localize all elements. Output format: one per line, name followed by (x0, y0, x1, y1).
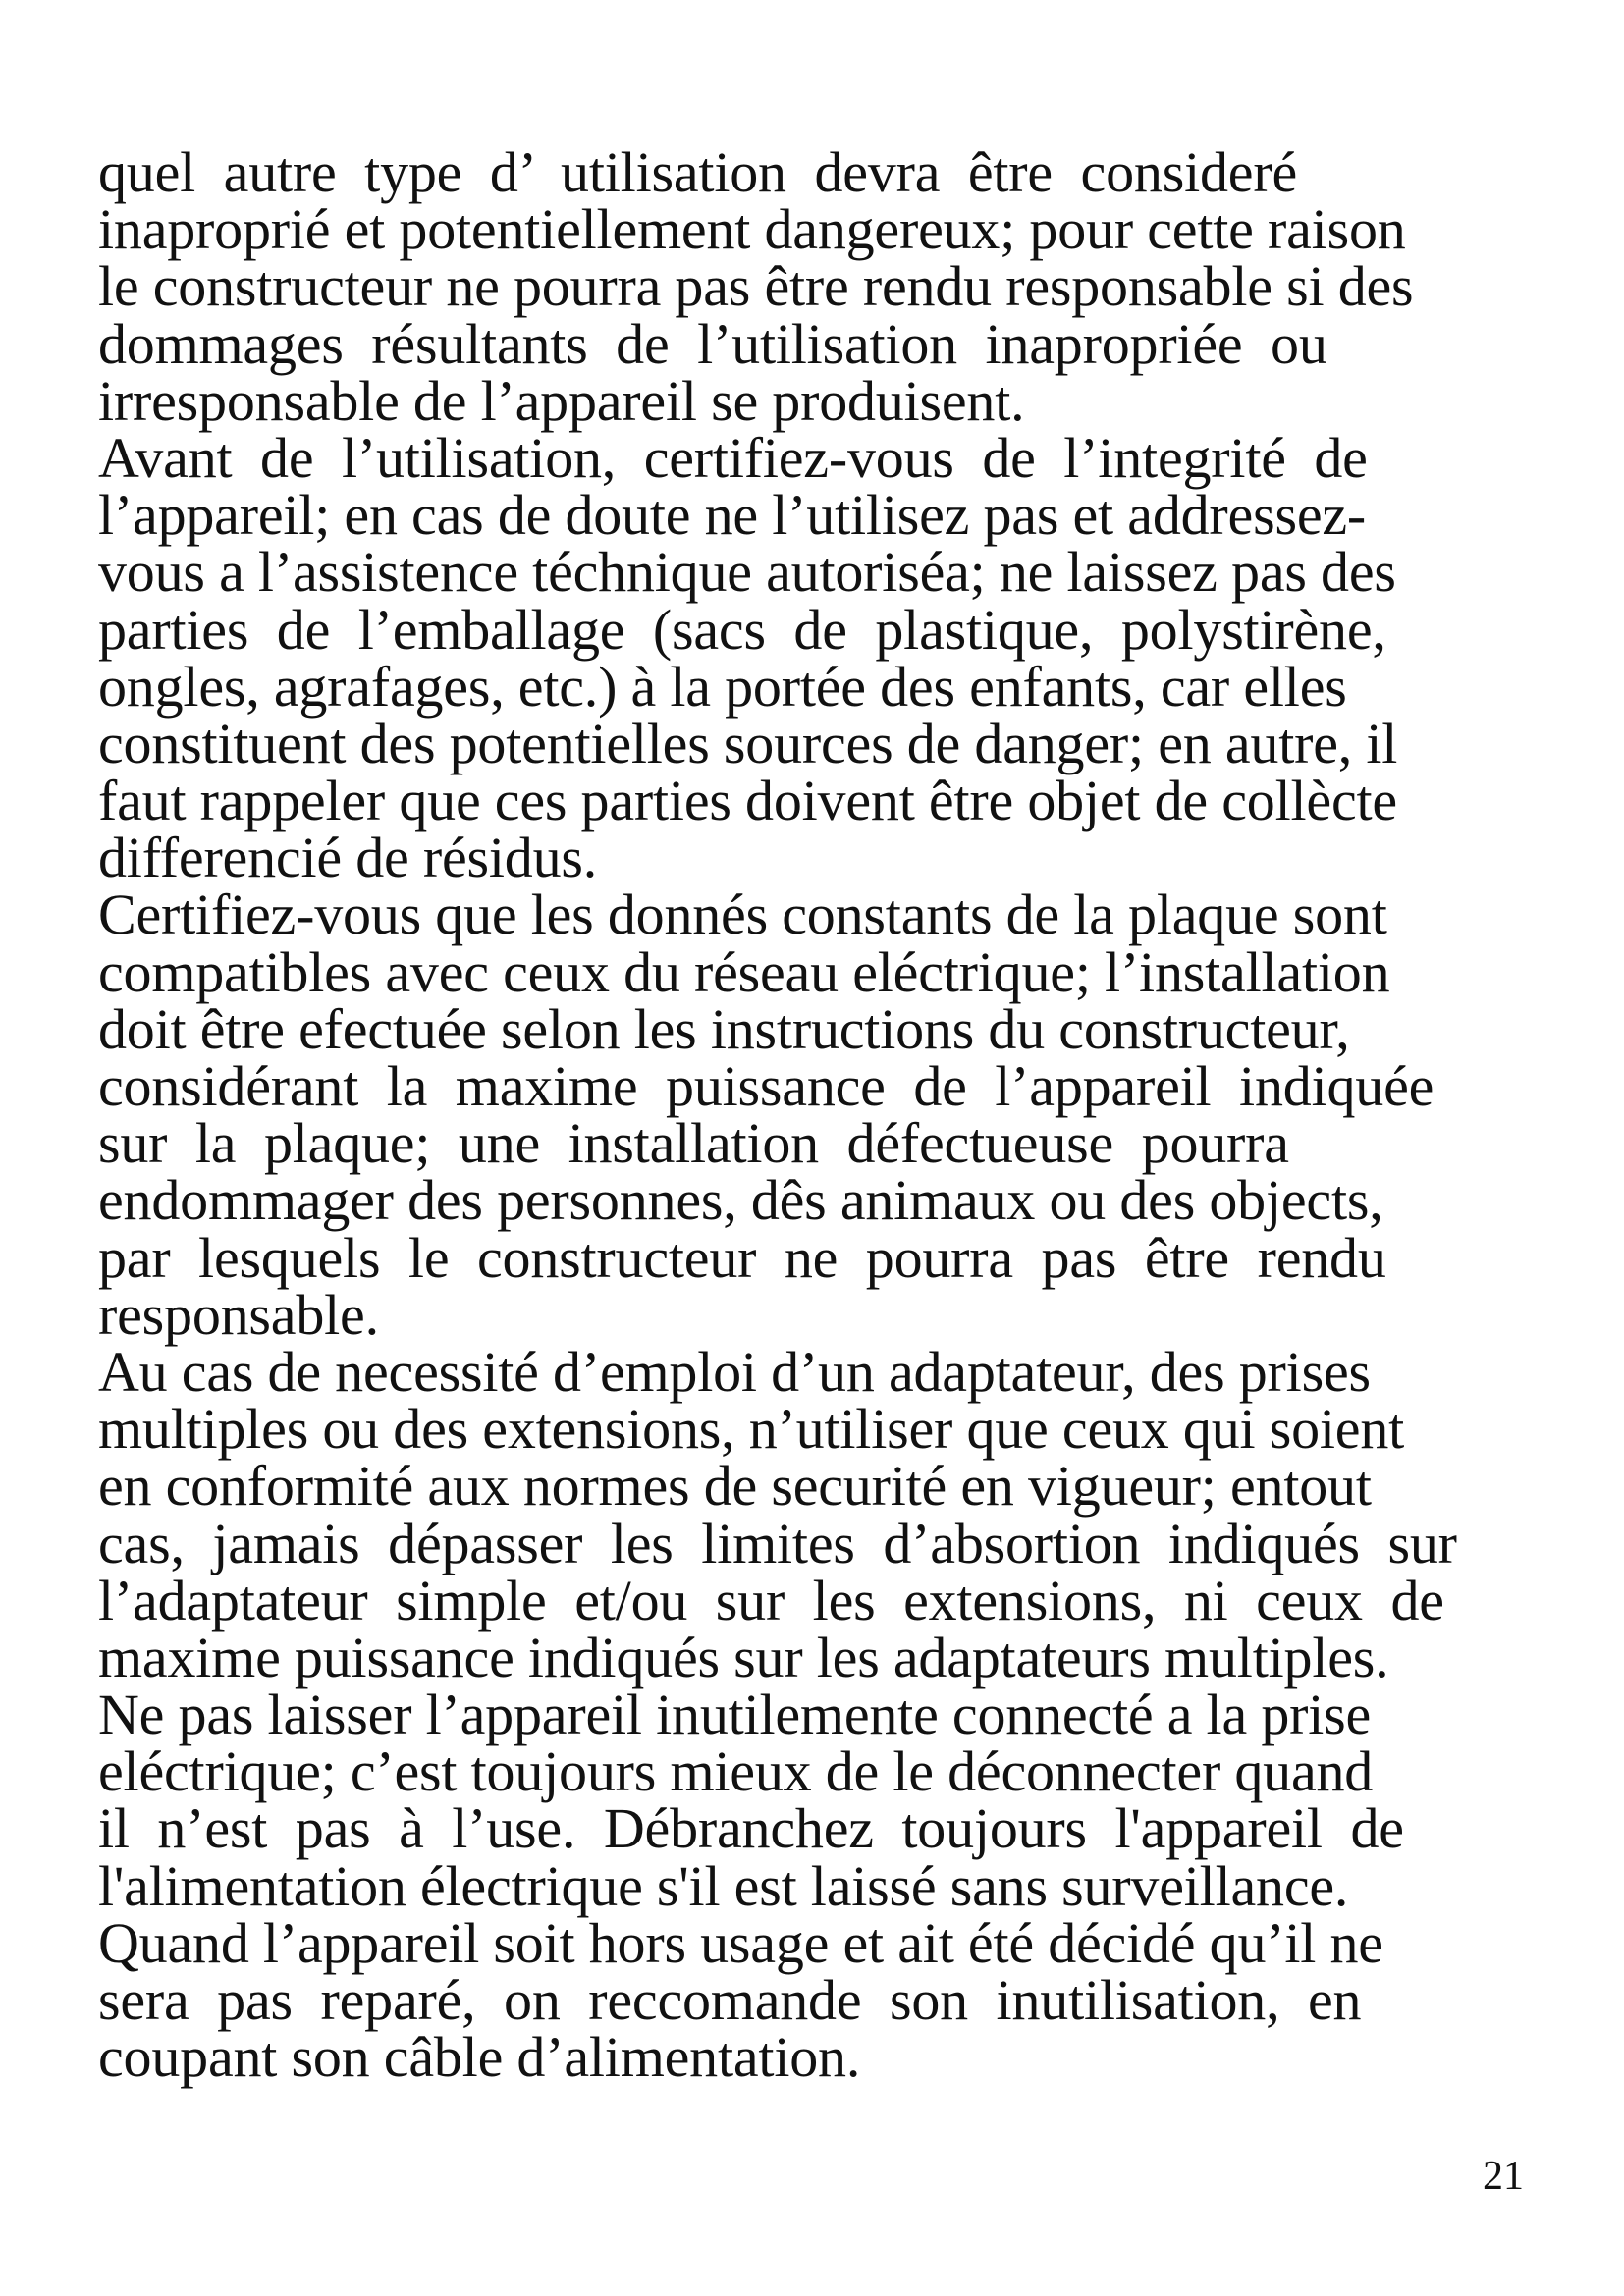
text-line: parties de l’emballage (sacs de plastique, polystirène, (98, 597, 1386, 662)
text-line: l’appareil; en cas de doute ne l’utilisez pas et addressez- (98, 483, 1367, 548)
text-line: l’adaptateur simple et/ou sur les extensions, ni ceux de (98, 1568, 1444, 1632)
text-line: Avant de l’utilisation, certifiez-vous de l’integrité de (98, 425, 1368, 490)
text-line: sur la plaque; une installation défectueuse pourra (98, 1111, 1289, 1176)
text-line: sera pas reparé, on reccomande son inutilisation, en (98, 1968, 1362, 2032)
text-line: Quand l’appareil soit hors usage et ait été décidé qu’il ne (98, 1910, 1383, 1975)
text-line: Ne pas laisser l’appareil inutilemente connecté a la prise (98, 1682, 1372, 1747)
text-line: il n’est pas à l’use. Débranchez toujours l'appareil de (98, 1796, 1404, 1861)
text-line: l'alimentation électrique s'il est laissé sans surveillance. (98, 1853, 1349, 1918)
text-line: eléctrique; c’est toujours mieux de le déconnecter quand (98, 1739, 1374, 1804)
text-line: differencié de résidus. (98, 826, 598, 890)
text-line: par lesquels le constructeur ne pourra pas être rendu (98, 1225, 1386, 1290)
text-line: irresponsable de l’appareil se produisent. (98, 368, 1025, 433)
text-line: cas, jamais dépasser les limites d’absortion indiqués sur (98, 1511, 1457, 1575)
text-line: en conformité aux normes de securité en vigueur; entout (98, 1454, 1372, 1519)
text-line: dommages résultants de l’utilisation inapropriée ou (98, 311, 1327, 376)
text-line: multiples ou des extensions, n’utiliser que ceux qui soient (98, 1397, 1405, 1462)
text-line: constituent des potentielles sources de danger; en autre, il (98, 711, 1398, 775)
text-line: ongles, agrafages, etc.) à la portée des enfants, car elles (98, 654, 1347, 719)
text-line: le constructeur ne pourra pas être rendu responsable si des (98, 254, 1414, 319)
text-line: faut rappeler que ces parties doivent être objet de collècte (98, 769, 1397, 833)
text-line: maxime puissance indiqués sur les adaptateurs multiples. (98, 1625, 1389, 1689)
text-line: quel autre type d’ utilisation devra être consideré (98, 140, 1297, 204)
text-line: vous a l’assistence téchnique autoriséa; ne laissez pas des (98, 540, 1396, 605)
body-text (98, 140, 1571, 2090)
page-number: 21 (1483, 2154, 1524, 2199)
text-line: Au cas de necessité d’emploi d’un adaptateur, des prises (98, 1339, 1371, 1404)
text-line: inaproprié et potentiellement dangereux; pour cette raison (98, 197, 1406, 262)
text-line: considérant la maxime puissance de l’appareil indiquée (98, 1054, 1435, 1118)
text-line: endommager des personnes, dês animaux ou des objects, (98, 1168, 1383, 1233)
text-line: responsable. (98, 1282, 379, 1347)
text-line: Certifiez-vous que les donnés constants de la plaque sont (98, 882, 1387, 947)
text-line: compatibles avec ceux du réseau eléctrique; l’installation (98, 939, 1390, 1004)
text-line: coupant son câble d’alimentation. (98, 2025, 861, 2090)
text-line: doit être efectuée selon les instructions du constructeur, (98, 996, 1350, 1061)
